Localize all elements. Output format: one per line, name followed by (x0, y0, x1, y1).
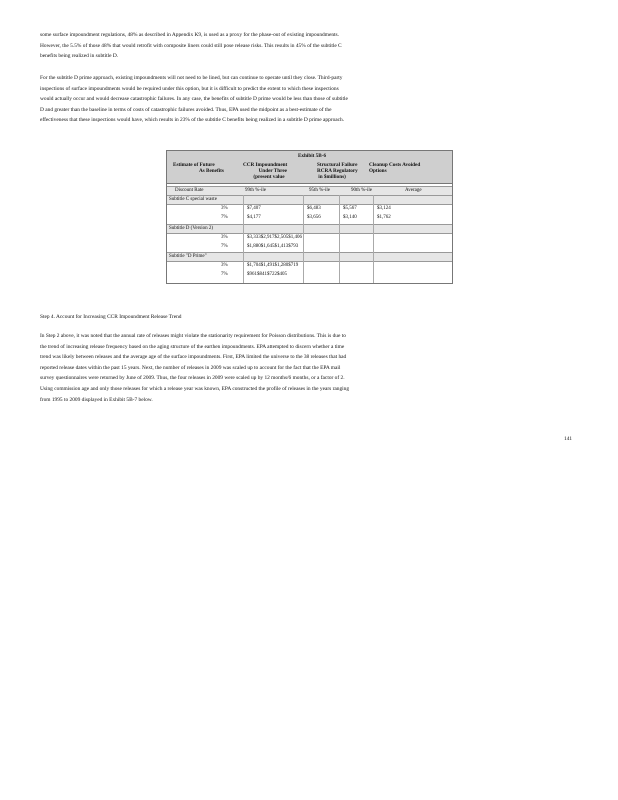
table-section-row (167, 195, 452, 205)
section-label: Subtitle D (Version 2) (169, 226, 214, 231)
header-average: Average (405, 188, 422, 193)
table-cell: 7% (221, 244, 228, 249)
page-number: 141 (564, 436, 573, 442)
text-line: In Step 2 above, it was noted that the annual rate of releases might violate the stationarity requirement for Poisson distributions. This is due to (40, 333, 346, 339)
table-cell: $1,704$1,491$1,280$719 (247, 263, 299, 268)
header-99th: 99th %-ile (245, 188, 266, 193)
table-section-row (167, 252, 452, 262)
table-row (167, 205, 452, 213)
text-line: survey questionnaires were returned by June of 2009. Thus, the four releases in 2009 were scaled up by 12 months/6 months, or a factor of 2. (40, 375, 345, 382)
table-cell: 7% (221, 215, 228, 220)
paragraph-release-trend (40, 331, 572, 405)
table-cell: $1,762 (377, 215, 391, 220)
column-divider (243, 195, 244, 283)
table-cell: $3,140 (343, 215, 357, 220)
header-90th: 90th %-ile (351, 188, 372, 193)
text-line: inspections of surface impoundments would be required under this option, but it is difficult to predict the extent to which these inspections (40, 85, 339, 92)
table-row (167, 262, 452, 270)
table-row (167, 243, 452, 251)
text-line: some surface impoundment regulations, 48% as described in Appendix K9, is used as a proxy for the phase-out of existing impoundments. (40, 32, 339, 38)
exhibit-caption-col-c: Structural Failure RCRA Regulatory in $millions) (317, 162, 358, 180)
header-discount-rate: Discount Rate (175, 188, 204, 193)
section-heading-step-4: Step 4. Account for Increasing CCR Impoundment Release Trend (40, 314, 182, 320)
text-line: would actually occur and would decrease catastrophic failures. In any case, the benefits of subtitle D prime would be less than those of subtitle (40, 96, 348, 103)
column-divider (373, 195, 374, 283)
text-line: D and greater than the baseline in terms of costs of catastrophic failures avoided. Thus, EPA used the midpoint as a best-estimate of the (40, 106, 332, 113)
header-95th: 95th %-ile (309, 188, 330, 193)
table-cell: $1,880$1,645$1,413$793 (247, 244, 299, 249)
section-label: Subtitle C special waste (169, 197, 217, 202)
table-cell: $4,177 (247, 215, 261, 220)
table-cell: $7,407 (247, 206, 261, 211)
exhibit-caption-col-a: Estimate of Future As Benefits (173, 162, 224, 174)
table-cell: 3% (221, 235, 228, 240)
text-line: However, the 5.5% of those 48% that would retrofit with composite liners could still pose release risks. This results in 45% of the subtitle C (40, 42, 342, 49)
text-line: reported release dates within the past 15 years. Next, the number of releases in 2009 was scaled up to account for the fact that the EPA mail (40, 364, 341, 371)
paragraph-subtitle-d-prime (40, 73, 572, 126)
table-cell: $3,333$2,917$2,505$1,406 (247, 235, 302, 240)
table-cell: $961$841$722$405 (247, 272, 287, 277)
section-label: Subtitle "D Prime" (169, 254, 207, 259)
table-row (167, 234, 452, 242)
exhibit-title: Exhibit 5B-6 (297, 153, 327, 159)
text-line: effectiveness that these inspections would have, which results in 23% of the subtitle C benefits being realized in a subtitle D prime approach. (40, 117, 345, 124)
table-cell: $3,656 (307, 215, 321, 220)
table-cell: $6,483 (307, 206, 321, 211)
text-line: For the subtitle D prime approach, existing impoundments will not need to be lined, but can continue to operate until they close. Third-party (40, 75, 343, 81)
table-cell: 7% (221, 272, 228, 277)
column-divider (339, 195, 340, 283)
paragraph-subtitle-d (40, 30, 572, 62)
column-divider (303, 195, 304, 283)
table-cell: 3% (221, 206, 228, 211)
exhibit-caption-col-d: Cleanup Costs Avoided Options (369, 162, 421, 174)
table-section-row (167, 224, 452, 234)
text-line: Using commission age and only those releases for which a release year was known, EPA constructed the profile of releases in the years ranging (40, 385, 350, 392)
table-row (167, 214, 452, 222)
exhibit-caption-col-b: CCR Impoundment Under Three (present value (243, 162, 288, 180)
table-cell: $5,567 (343, 206, 357, 211)
exhibit-table (166, 150, 453, 284)
text-line: from 1995 to 2009 displayed in Exhibit 5B-7 below. (40, 396, 153, 403)
text-line: the trend of increasing release frequency based on the aging structure of the earthen impoundments. EPA attempted to discern whether a time (40, 343, 345, 350)
text-line: trend was likely between releases and the average age of the surface impoundments. First, EPA limited the universe to the 38 releases that had (40, 354, 347, 361)
text-line: benefits being realized in subtitle D. (40, 53, 119, 60)
table-row (167, 271, 452, 279)
table-cell: 3% (221, 263, 228, 268)
exhibit-header (167, 151, 452, 184)
table-cell: $3,124 (377, 206, 391, 211)
